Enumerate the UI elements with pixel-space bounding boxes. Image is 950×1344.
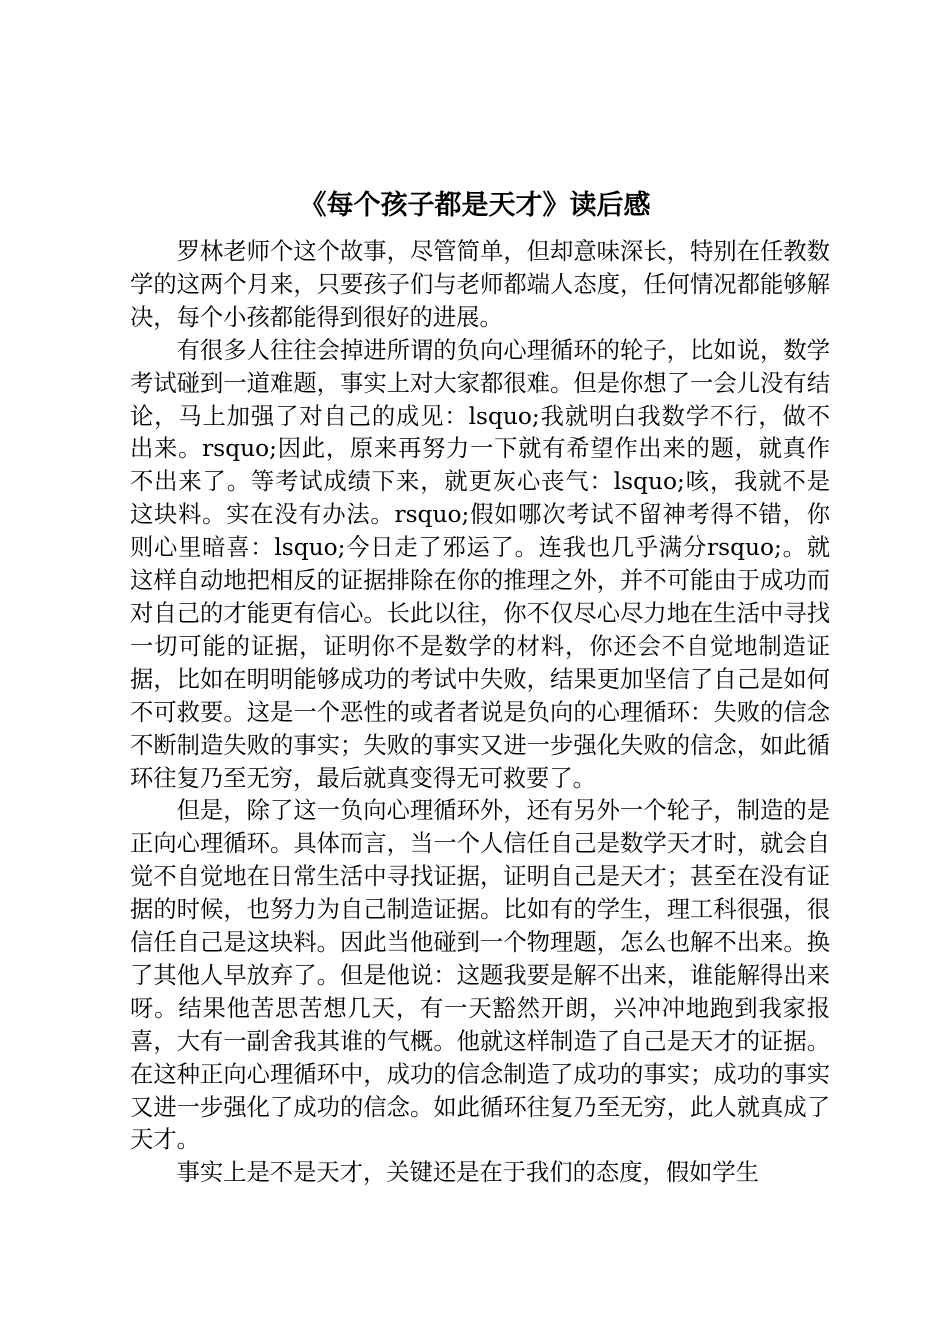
paragraph-3: 但是，除了这一负向心理循环外，还有另外一个轮子，制造的是正向心理循环。具体而言，当一个人信任自己是数学天才时，就会自觉不自觉地在日常生活中寻找证据，证明自己是天才；甚至在没有证据的时候，也努力为自己制造证据。比如有的学生，理工科很强，很信任自己是这块料。因此当他碰到一个物理题，怎么也解不出来。换了其他人早放弃了。但是他说：这题我要是解不出来，谁能解得出来呀。结果他苦思苦想几天，有一天豁然开朗，兴冲冲地跑到我家报喜，大有一副舍我其谁的气概。他就这样制造了自己是天才的证据。在这种正向心理循环中，成功的信念制造了成功的事实；成功的事实又进一步强化了成功的信念。如此循环往复乃至无穷，此人就真成了天才。 bbox=[130, 797, 830, 1154]
document-title: 《每个孩子都是天才》读后感 bbox=[299, 190, 651, 221]
paragraph-4: 事实上是不是天才，关键还是在于我们的态度，假如学生 bbox=[176, 1159, 760, 1187]
paragraph-2: 有很多人往往会掉进所谓的负向心理循环的轮子，比如说，数学考试碰到一道难题，事实上对大家都很难。但是你想了一会儿没有结论，马上加强了对自己的成见：lsquo;我就明白我数学不行，做不出来。rsquo;因此，原来再努力一下就有希望作出来的题，就真作不出来了。等考试成绩下来，就更灰心丧气：lsquo;咳，我就不是这块料。实在没有办法。rsquo;假如哪次考试不留神考得不错，你则心里暗喜：lsquo;今日走了邪运了。连我也几乎满分rsquo;。就这样自动地把相反的证据排除在你的推理之外，并不可能由于成功而对自己的才能更有信心。长此以往，你不仅尽心尽力地在生活中寻找一切可能的证据，证明你不是数学的材料，你还会不自觉地制造证据，比如在明明能够成功的考试中失败，结果更加坚信了自己是如何不可救要。这是一个恶性的或者者说是负向的心理循环：失败的信念不断制造失败的事实；失败的事实又进一步强化失败的信念，如此循环往复乃至无穷，最后就真变得无可救要了。 bbox=[130, 336, 830, 792]
paragraph-1: 罗林老师个这个故事，尽管简单，但却意味深长，特别在任教数学的这两个月来，只要孩子们与老师都端人态度，任何情况都能够解决，每个小孩都能得到很好的进展。 bbox=[130, 238, 830, 331]
document-body bbox=[130, 236, 830, 1190]
